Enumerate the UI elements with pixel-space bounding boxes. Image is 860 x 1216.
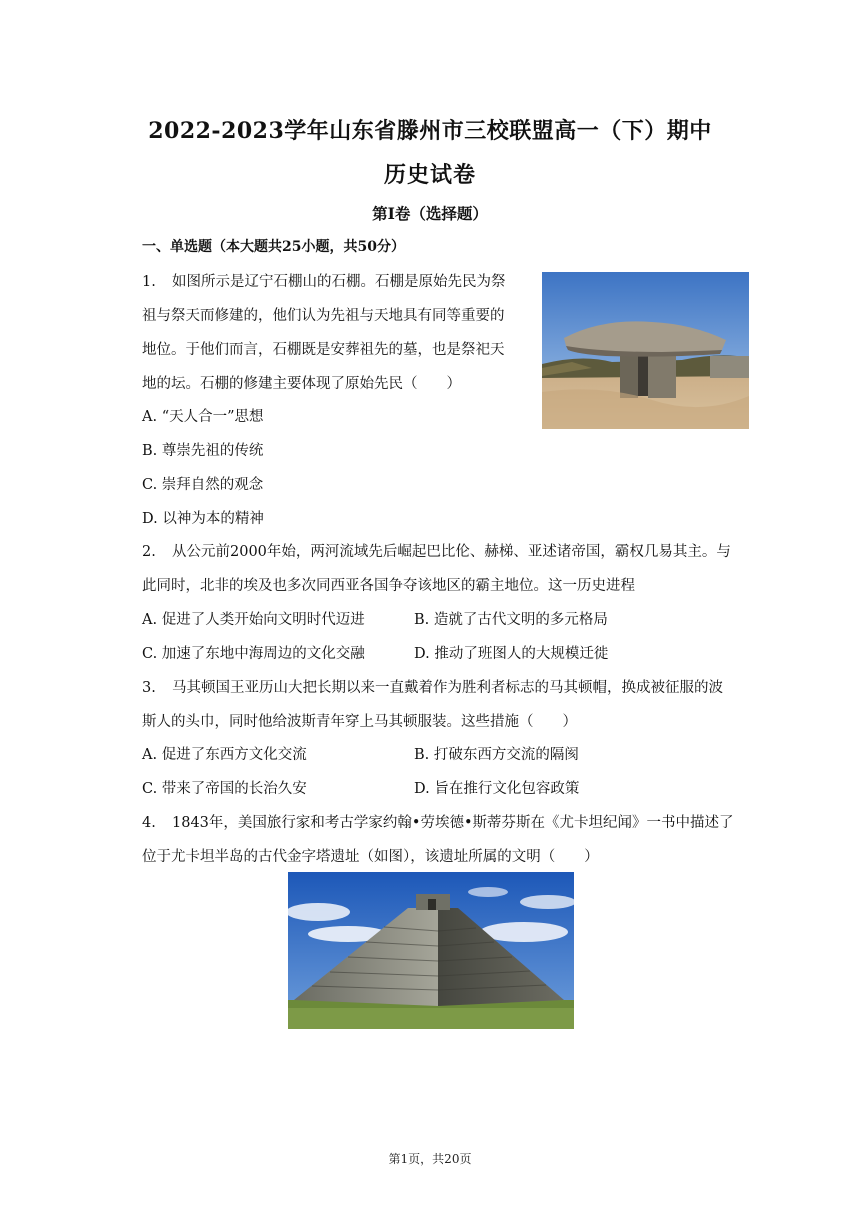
q3-option-c: C. 带来了帝国的长治久安	[142, 781, 307, 797]
q2-number: 2.	[142, 544, 156, 560]
q2-line-2: 此同时，北非的埃及也多次同西亚各国争夺该地区的霸主地位。这一历史进程	[142, 578, 635, 594]
volume-heading: 第I卷（选择题）	[372, 204, 488, 223]
q3-line-1: 3. 马其顿国王亚历山大把长期以来一直戴着作为胜利者标志的马其顿帽，换成被征服的波	[142, 680, 723, 696]
q3-number: 3.	[142, 680, 156, 696]
section-heading: 一、单选题（本大题共25小题，共50分）	[142, 239, 405, 255]
q2-option-b: B. 造就了古代文明的多元格局	[414, 612, 608, 628]
exam-title: 2022-2023学年山东省滕州市三校联盟高一（下）期中	[148, 118, 712, 144]
q1-option-d: D. 以神为本的精神	[142, 511, 264, 527]
page-footer: 第1页，共20页	[388, 1152, 472, 1166]
q1-line-4: 地的坛。石棚的修建主要体现了原始先民（ ）	[142, 376, 461, 392]
q3-line-2: 斯人的头巾，同时他给波斯青年穿上马其顿服装。这些措施（ ）	[142, 714, 577, 730]
exam-subtitle: 历史试卷	[383, 162, 476, 188]
q3-option-b: B. 打破东西方交流的隔阂	[414, 747, 579, 763]
dolmen-photo	[542, 272, 749, 429]
q2-option-a: A. 促进了人类开始向文明时代迈进	[142, 612, 365, 628]
q1-line-1: 1. 如图所示是辽宁石棚山的石棚。石棚是原始先民为祭	[142, 274, 506, 290]
q4-line-2: 位于尤卡坦半岛的古代金字塔遗址（如图），该遗址所属的文明（ ）	[142, 849, 599, 865]
pyramid-photo	[288, 872, 574, 1029]
q1-line-2: 祖与祭天而修建的，他们认为先祖与天地具有同等重要的	[142, 308, 505, 324]
q4-number: 4.	[142, 815, 156, 831]
q2-line-1: 2. 从公元前2000年始，两河流域先后崛起巴比伦、赫梯、亚述诸帝国，霸权几易其主。与	[142, 544, 731, 560]
q1-line-3: 地位。于他们而言，石棚既是安葬祖先的墓，也是祭祀天	[142, 342, 505, 358]
q2-option-c: C. 加速了东地中海周边的文化交融	[142, 646, 365, 662]
q1-option-c: C. 崇拜自然的观念	[142, 477, 264, 493]
q1-number: 1.	[142, 274, 156, 290]
q3-option-d: D. 旨在推行文化包容政策	[414, 781, 580, 797]
q1-option-a: A. “天人合一”思想	[142, 409, 264, 425]
q1-option-b: B. 尊崇先祖的传统	[142, 443, 264, 459]
q4-line-1: 4. 1843年，美国旅行家和考古学家约翰•劳埃德•斯蒂芬斯在《尤卡坦纪闻》一书中描述了	[142, 815, 734, 831]
q2-option-d: D. 推动了班图人的大规模迁徙	[414, 646, 609, 662]
q3-option-a: A. 促进了东西方文化交流	[142, 747, 307, 763]
